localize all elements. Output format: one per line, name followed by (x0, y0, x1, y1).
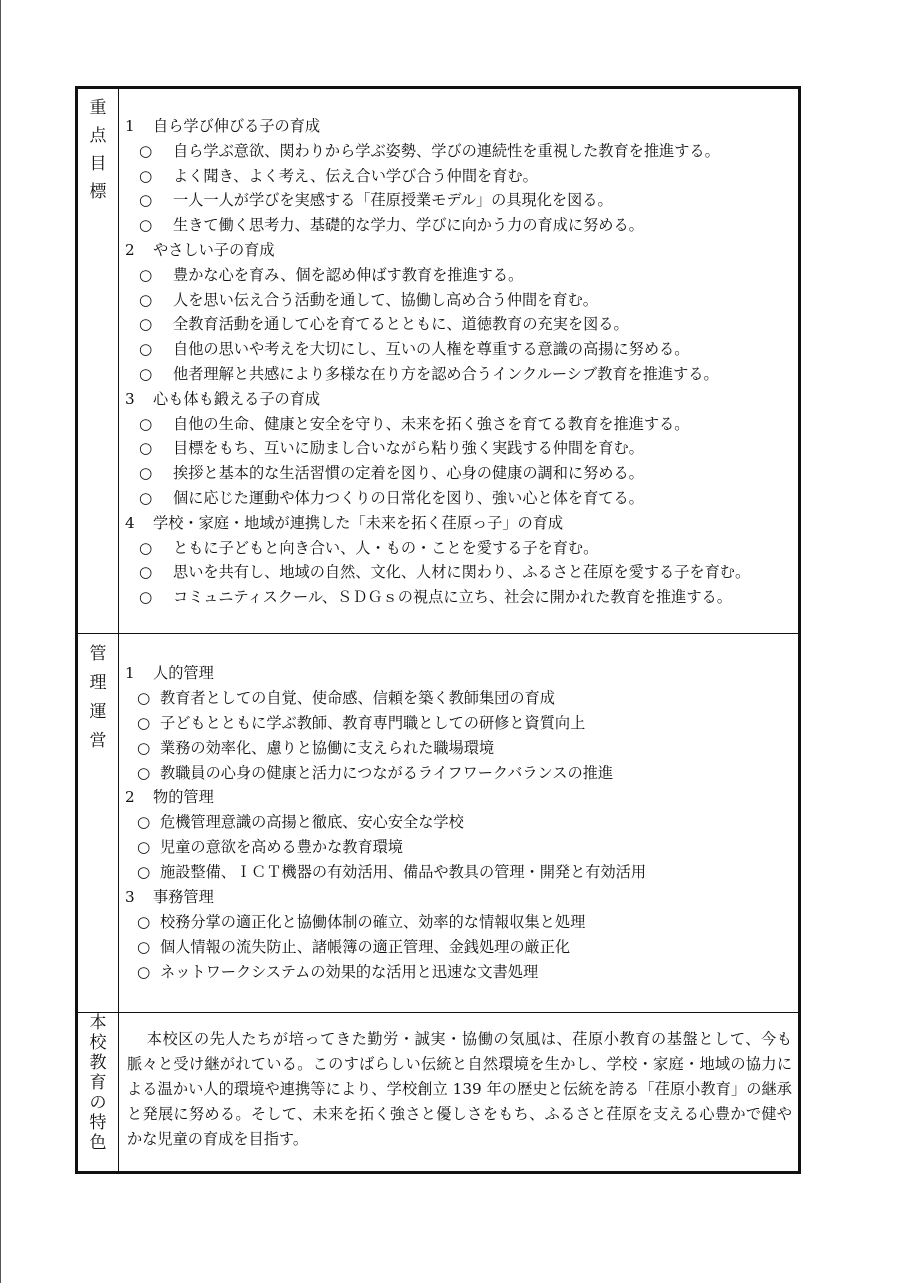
list-item-text: 自ら学ぶ意欲、関わりから学ぶ姿勢、学びの連続性を重視した教育を推進する。 (173, 141, 720, 160)
management-row (77, 633, 800, 1012)
circle-bullet-icon: ○ (137, 688, 151, 707)
group-heading-text: 心も体も鍛える子の育成 (153, 389, 321, 408)
group-heading-text: 人的管理 (153, 663, 214, 682)
group-heading-text: やさしい子の育成 (153, 240, 275, 259)
circle-bullet-icon: ○ (139, 141, 153, 160)
list-item (119, 139, 798, 164)
list-item (119, 935, 798, 960)
list-item (119, 362, 798, 387)
label-char: 営 (89, 730, 107, 751)
group-heading (119, 785, 798, 810)
list-item-text: 自他の生命、健康と安全を守り、未来を拓く強さを育てる教育を推進する。 (173, 414, 690, 433)
list-item-text: ともに子どもと向き合い、人・もの・ことを愛する子を育む。 (173, 538, 599, 557)
list-item-text: 業務の効率化、慮りと協働に支えられた職場環境 (160, 738, 495, 757)
group-heading-text: 自ら学び伸びる子の育成 (153, 117, 321, 135)
group-number: 1 (125, 117, 135, 135)
circle-bullet-icon: ○ (139, 563, 153, 582)
school-features-row (77, 1012, 800, 1172)
list-item (119, 436, 798, 461)
list-item-text: 人を思い伝え合う活動を通して、協働し高め合う仲間を育む。 (173, 290, 598, 309)
list-item-text: 豊かな心を育み、個を認め伸ばす教育を推進する。 (173, 265, 524, 284)
list-item (119, 288, 798, 313)
list-item (119, 686, 798, 711)
group-number: 2 (125, 788, 135, 807)
list-item-text: 個に応じた運動や体力つくりの日常化を図り、強い心と体を育てる。 (173, 488, 644, 507)
label-char: 育 (89, 1072, 107, 1093)
circle-bullet-icon: ○ (139, 166, 153, 185)
circle-bullet-icon: ○ (139, 290, 153, 309)
group-number: 3 (125, 887, 135, 906)
label-char: 教 (89, 1052, 107, 1073)
circle-bullet-icon: ○ (137, 912, 151, 931)
group-number: 4 (125, 513, 135, 532)
focus-goals-content (119, 88, 800, 634)
group-number: 3 (125, 389, 135, 408)
list-item (119, 312, 798, 337)
label-char: 運 (89, 701, 107, 722)
list-item-text: 教育者としての自覚、使命感、信頼を築く教師集団の育成 (160, 688, 555, 707)
list-item-text: 思いを共有し、地域の自然、文化、人材に関わり、ふるさと荏原を愛する子を育む。 (173, 563, 751, 582)
list-item-text: 教職員の心身の健康と活力につながるライフワークバランスの推進 (160, 763, 614, 782)
management-label (77, 633, 119, 1012)
list-item (119, 810, 798, 835)
list-item-text: 一人一人が学びを実感する「荏原授業モデル」の具現化を図る。 (173, 191, 613, 210)
list-item (119, 412, 798, 437)
list-item-text: 挨拶と基本的な生活習慣の定着を図り、心身の健康の調和に努める。 (173, 464, 644, 483)
group-heading (119, 511, 798, 536)
circle-bullet-icon: ○ (139, 439, 153, 458)
list-item (119, 164, 798, 189)
group-heading-text: 物的管理 (153, 788, 214, 807)
group-heading (119, 661, 798, 686)
list-item-text: 目標をもち、互いに励まし合いながら粘り強く実践する仲間を育む。 (173, 439, 644, 458)
list-item (119, 213, 798, 238)
school-features-paragraph: 本校区の先人たちが培ってきた勤労・誠実・協働の気風は、荏原小教育の基盤として、今も脈々と受け継がれている。このすばらしい伝統と自然環境を生かし、学校・家庭・地域の協力による温かい人的環境や連携等により、学校創立 139 年の歴史と伝統を誇る「荏原小教育」の継承と発展に努める。そして、未来を拓く強さと優しさをもち、ふるさと荏原を支える心豊かで健やかな児童の育成を目指す。 (127, 1029, 792, 1148)
focus-goals-label (77, 88, 119, 634)
label-char: 目 (89, 154, 107, 174)
group-number: 2 (125, 240, 135, 259)
list-item (119, 910, 798, 935)
label-char: 標 (89, 182, 107, 202)
focus-goals-row (77, 88, 800, 634)
list-item-text: 子どもとともに学ぶ教師、教育専門職としての研修と資質向上 (160, 713, 586, 732)
label-char: 校 (89, 1032, 107, 1053)
list-item (119, 188, 798, 213)
management-content (119, 633, 800, 1012)
circle-bullet-icon: ○ (137, 838, 151, 857)
list-item (119, 585, 798, 610)
label-char: 特 (89, 1112, 107, 1133)
circle-bullet-icon: ○ (139, 488, 153, 507)
group-heading (119, 885, 798, 910)
list-item-text: ネットワークシステムの効果的な活用と迅速な文書処理 (160, 962, 539, 981)
school-policy-table (75, 86, 801, 1174)
school-features-label (77, 1012, 119, 1172)
list-item-text: よく聞き、よく考え、伝え合い学び合う仲間を育む。 (173, 166, 538, 185)
circle-bullet-icon: ○ (139, 191, 153, 210)
circle-bullet-icon: ○ (139, 464, 153, 483)
list-item-text: 自他の思いや考えを大切にし、互いの人権を尊重する意識の高揚に努める。 (173, 340, 690, 359)
group-number: 1 (125, 663, 135, 682)
group-heading (119, 387, 798, 412)
list-item-text: 施設整備、ＩＣＴ機器の有効活用、備品や教具の管理・開発と有効活用 (160, 863, 646, 882)
circle-bullet-icon: ○ (139, 340, 153, 359)
circle-bullet-icon: ○ (139, 216, 153, 235)
circle-bullet-icon: ○ (139, 414, 153, 433)
list-item-text: 児童の意欲を高める豊かな教育環境 (160, 838, 403, 857)
label-char: の (89, 1092, 107, 1113)
label-char: 本 (89, 1012, 107, 1033)
label-char: 管 (89, 643, 107, 664)
list-item-text: 校務分掌の適正化と協働体制の確立、効率的な情報収集と処理 (160, 912, 586, 931)
list-item-text: コミュニティスクール、ＳＤＧｓの視点に立ち、社会に開かれた教育を推進する。 (173, 588, 732, 607)
circle-bullet-icon: ○ (139, 265, 153, 284)
list-item (119, 263, 798, 288)
list-item-text: 危機管理意識の高揚と徹底、安心安全な学校 (160, 813, 464, 832)
list-item (119, 960, 798, 985)
circle-bullet-icon: ○ (137, 713, 151, 732)
circle-bullet-icon: ○ (137, 863, 151, 882)
circle-bullet-icon: ○ (139, 538, 153, 557)
circle-bullet-icon: ○ (139, 315, 153, 334)
list-item-text: 生きて働く思考力、基礎的な学力、学びに向かう力の育成に努める。 (173, 216, 644, 235)
circle-bullet-icon: ○ (137, 962, 151, 981)
group-heading-text: 学校・家庭・地域が連携した「未来を拓く荏原っ子」の育成 (153, 513, 564, 532)
group-heading (119, 114, 798, 139)
label-char: 点 (89, 126, 107, 146)
circle-bullet-icon: ○ (137, 937, 151, 956)
list-item (119, 486, 798, 511)
list-item (119, 761, 798, 786)
label-char: 色 (89, 1132, 107, 1153)
group-heading-text: 事務管理 (153, 887, 214, 906)
list-item (119, 536, 798, 561)
circle-bullet-icon: ○ (139, 588, 153, 607)
list-item (119, 860, 798, 885)
label-char: 理 (89, 672, 107, 693)
label-char: 重 (89, 98, 107, 118)
list-item (119, 835, 798, 860)
page-edge-line (0, 0, 1, 1283)
circle-bullet-icon: ○ (139, 364, 153, 383)
circle-bullet-icon: ○ (137, 813, 151, 832)
list-item (119, 711, 798, 736)
list-item-text: 他者理解と共感により多様な在り方を認め合うインクルーシブ教育を推進する。 (173, 364, 719, 383)
list-item (119, 337, 798, 362)
list-item (119, 560, 798, 585)
list-item-text: 個人情報の流失防止、諸帳簿の適正管理、金銭処理の厳正化 (160, 937, 571, 956)
circle-bullet-icon: ○ (137, 763, 151, 782)
school-features-content (119, 1012, 800, 1172)
list-item-text: 全教育活動を通して心を育てるとともに、道徳教育の充実を図る。 (173, 315, 629, 334)
list-item (119, 736, 798, 761)
list-item (119, 461, 798, 486)
group-heading (119, 238, 798, 263)
circle-bullet-icon: ○ (137, 738, 151, 757)
